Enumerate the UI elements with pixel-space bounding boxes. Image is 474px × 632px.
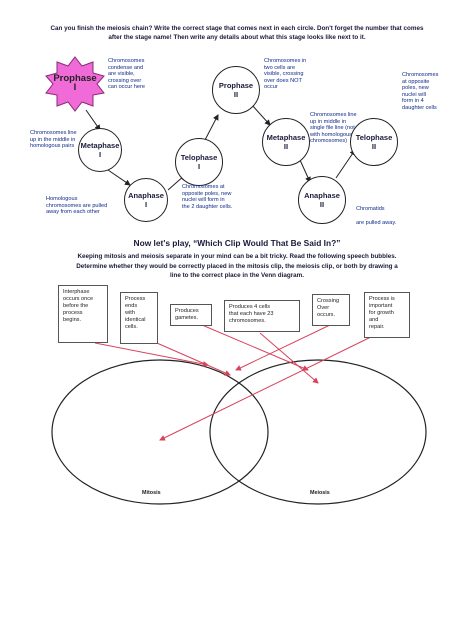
telophase2-circle: Telophase II [350,118,398,166]
prophase2-circle: Prophase II [212,66,260,114]
prophase1-label: Prophase I [53,73,97,93]
note-anaphase2: Chromatids are pulled away. [356,206,397,226]
venn-label-mitosis: Mitosis [142,490,161,496]
telophase1-circle: Telophase I [175,138,223,186]
note-telophase2: Chromosomes at opposite poles, new nuclei will form in 4 daughter cells [402,72,439,111]
instructions-line-2: after the stage name! Then write any details about what this stage looks like next to it. [108,34,366,41]
note-anaphase1: Homologous chromosomes are pulled away from each other [46,196,108,216]
instructions-line-1: Can you finish the meiosis chain? Write the correct stage that comes next in each circle. Don't forget the number that comes [50,25,424,32]
speech-bubble-gametes: Produces gametes. [170,304,212,326]
note-prophase2: Chromosomes in two cells are visible, crossing over does NOT occur [264,58,307,91]
metaphase1-circle: Metaphase I [78,128,122,172]
note-telophase1: Chromosomes at opposite poles, new nuclei will form in the 2 daughter cells. [182,184,233,210]
speech-bubble-interphase: Interphase occurs once before the process begins. [58,285,108,343]
anaphase2-circle: Anaphase II [298,176,346,224]
section2-instructions: Keeping mitosis and meiosis separate in your mind can be a bit tricky. Read the following speech bubbles. Determine whether they would be correctly placed in the mitosis clip, the meiosis clip, or both by drawing a line to the correct place in the Venn diagram. [76,253,398,279]
speech-bubble-growth-repair: Process is important for growth and repair. [364,292,410,338]
section2-title: Now let's play, “Which Clip Would That Be Said In?” [133,238,341,248]
venn-label-meiosis: Meiosis [310,490,330,496]
note-prophase1: Chromosomes condense and are visible, crossing over can occur here [108,58,146,91]
speech-bubble-identical-cells: Process ends with identical cells. [120,292,158,344]
note-metaphase1: Chromosomes line up in the middle in homologous pairs [30,130,77,150]
speech-bubble-crossing-over: Crossing Over occurs. [312,294,350,326]
speech-bubble-4-cells: Produces 4 cells that each have 23 chromosomes. [224,300,300,332]
anaphase1-circle: Anaphase I [124,178,168,222]
note-metaphase2: Chromosomes line up in middle in single file line (not with homologous chromosomes) [310,112,357,145]
metaphase2-circle: Metaphase II [262,118,310,166]
